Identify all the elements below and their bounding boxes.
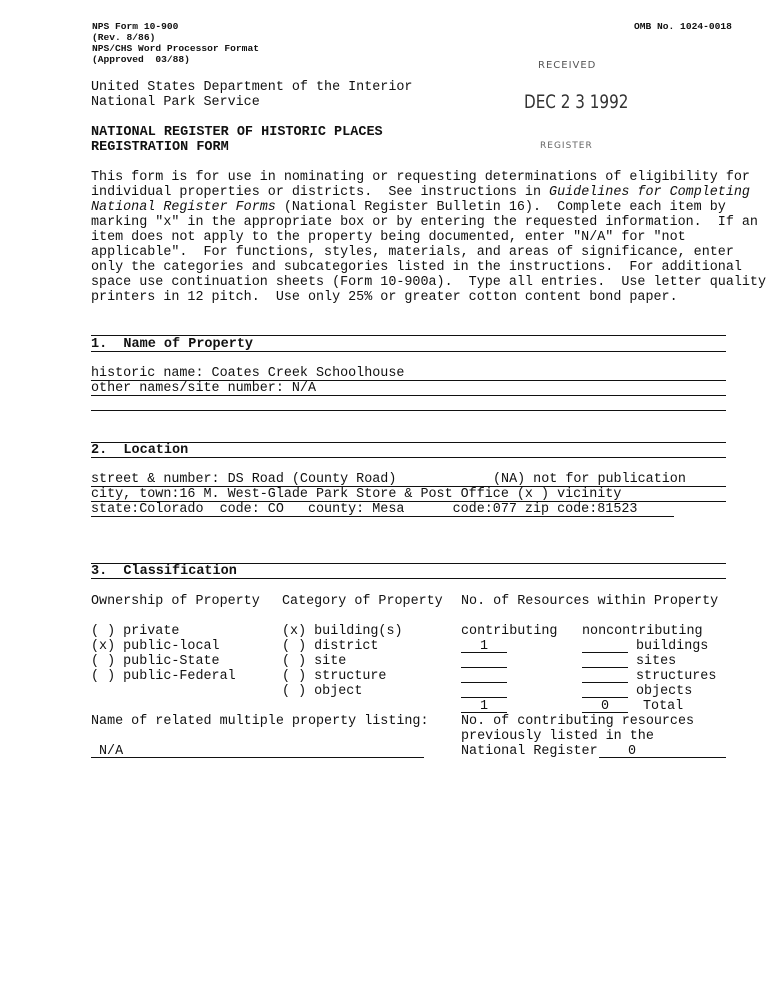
field-underline — [91, 395, 726, 396]
prev-listed-label: previously listed in the — [461, 729, 654, 744]
omb-number: OMB No. 1024-0018 — [634, 21, 732, 32]
related-listing-label: Name of related multiple property listing: — [91, 714, 429, 729]
ownership-option-private[interactable]: ( ) private — [91, 624, 180, 639]
form-subtitle: REGISTRATION FORM — [91, 140, 229, 155]
category-option-buildings[interactable]: (x) building(s) — [282, 624, 403, 639]
street-number-field[interactable]: street & number: DS Road (County Road) — [91, 472, 397, 487]
category-option-object[interactable]: ( ) object — [282, 684, 363, 699]
instructions-line: National Register Forms (National Register Bulletin 16). Complete each item by — [91, 200, 726, 215]
field-underline — [91, 757, 424, 758]
category-option-district[interactable]: ( ) district — [282, 639, 379, 654]
form-revision: (Rev. 8/86) — [92, 32, 156, 43]
state-county-field[interactable]: state:Colorado code: CO county: Mesa code:077 zip code:81523 — [91, 502, 638, 517]
form-approved: (Approved 03/88) — [92, 54, 190, 65]
agency-service: National Park Service — [91, 95, 260, 110]
historic-name-field[interactable]: historic name: Coates Creek Schoolhouse — [91, 366, 405, 381]
prev-listed-count[interactable]: 0 — [599, 744, 726, 758]
section1-heading: 1. Name of Property — [91, 337, 254, 352]
category-header: Category of Property — [282, 594, 443, 609]
not-for-publication-field[interactable]: (NA) not for publication — [493, 472, 686, 487]
received-stamp-bottom: REGISTER — [540, 141, 593, 151]
instructions-line: This form is for use in nominating or requesting determinations of eligibility for — [91, 170, 750, 185]
form-number: NPS Form 10-900 — [92, 21, 179, 32]
noncontributing-structures-count[interactable] — [582, 669, 628, 683]
resources-header: No. of Resources within Property — [461, 594, 719, 609]
resource-label-sites: sites — [636, 654, 677, 669]
contributing-sites-count[interactable] — [461, 654, 507, 668]
resource-label-objects: objects — [636, 684, 693, 699]
instructions-line: printers in 12 pitch. Use only 25% or greater cotton content bond paper. — [91, 290, 678, 305]
resource-label-buildings: buildings — [636, 639, 709, 654]
related-listing-value[interactable]: N/A — [99, 744, 124, 759]
noncontributing-sites-count[interactable] — [582, 654, 628, 668]
instructions-line: applicable". For functions, styles, materials, and areas of significance, enter — [91, 245, 734, 260]
noncontributing-buildings-count[interactable] — [582, 639, 628, 653]
instructions-line: only the categories and subcategories listed in the instructions. For additional — [91, 260, 742, 275]
section-divider — [91, 351, 726, 352]
form-format: NPS/CHS Word Processor Format — [92, 43, 259, 54]
contributing-structures-count[interactable] — [461, 669, 507, 683]
resource-label-structures: structures — [636, 669, 717, 684]
prev-listed-label: No. of contributing resources — [461, 714, 695, 729]
ownership-option-public-state[interactable]: ( ) public-State — [91, 654, 220, 669]
instructions-line: item does not apply to the property being documented, enter "N/A" for "not — [91, 230, 686, 245]
instructions-line: marking "x" in the appropriate box or by entering the requested information. If an — [91, 215, 758, 230]
received-stamp-top: RECEIVED — [538, 60, 597, 71]
resource-label-total: Total — [643, 699, 684, 714]
contributing-header: contributing — [461, 624, 558, 639]
contributing-buildings-count[interactable]: 1 — [461, 639, 507, 653]
ownership-option-public-federal[interactable]: ( ) public-Federal — [91, 669, 236, 684]
noncontributing-header: noncontributing — [582, 624, 703, 639]
section3-heading: 3. Classification — [91, 564, 237, 579]
instructions-line: space use continuation sheets (Form 10-900a). Type all entries. Use letter quality — [91, 275, 766, 290]
ownership-header: Ownership of Property — [91, 594, 260, 609]
ownership-option-public-local[interactable]: (x) public-local — [91, 639, 220, 654]
instructions-line: individual properties or districts. See instructions in Guidelines for Completing — [91, 185, 750, 200]
field-underline — [91, 410, 726, 411]
prev-listed-label: National Register — [461, 744, 598, 759]
contributing-total-count[interactable]: 1 — [461, 699, 507, 713]
noncontributing-objects-count[interactable] — [582, 684, 628, 698]
category-option-structure[interactable]: ( ) structure — [282, 669, 387, 684]
section2-heading: 2. Location — [91, 443, 189, 458]
received-stamp-date: DEC 2 3 1992 — [524, 91, 629, 113]
noncontributing-total-count[interactable]: 0 — [582, 699, 628, 713]
agency-department: United States Department of the Interior — [91, 80, 413, 95]
category-option-site[interactable]: ( ) site — [282, 654, 347, 669]
form-title: NATIONAL REGISTER OF HISTORIC PLACES — [91, 125, 383, 140]
city-town-field[interactable]: city, town:16 M. West-Glade Park Store & Post Office (x ) vicinity — [91, 487, 622, 502]
section-divider — [91, 335, 726, 336]
field-underline — [91, 516, 674, 517]
section-divider — [91, 457, 726, 458]
section-divider — [91, 578, 726, 579]
contributing-objects-count[interactable] — [461, 684, 507, 698]
other-names-field[interactable]: other names/site number: N/A — [91, 381, 316, 396]
